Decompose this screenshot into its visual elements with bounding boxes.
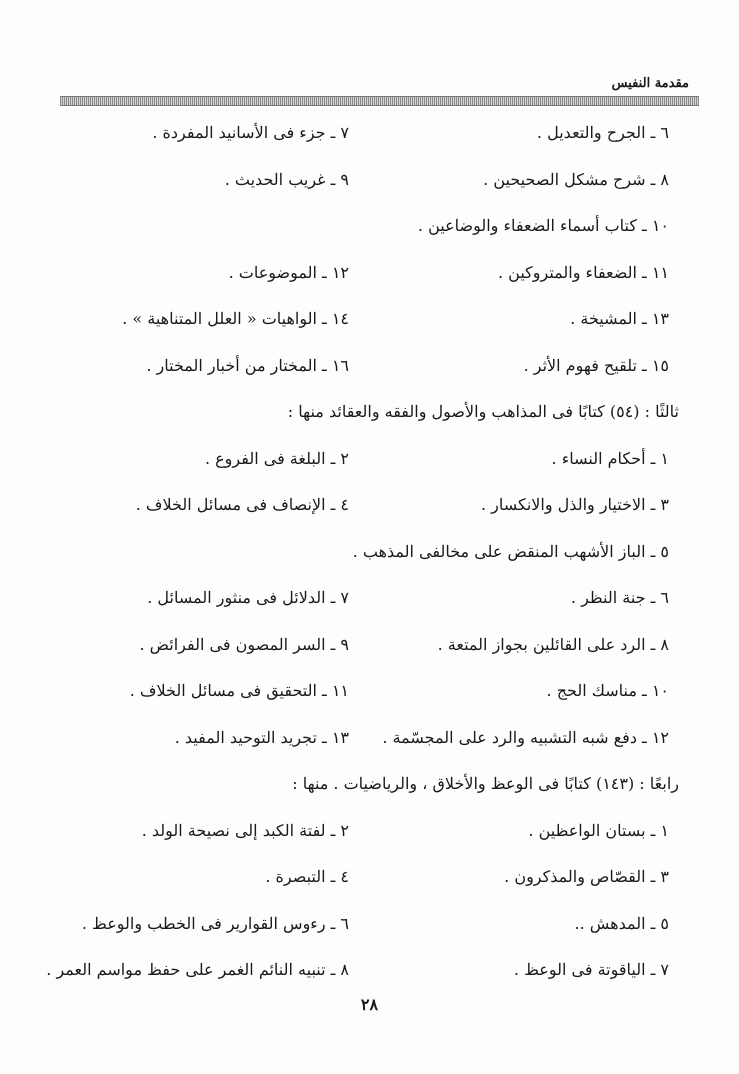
list-row bbox=[46, 947, 679, 994]
list-item: ٧ ـ جزء فى الأسانيد المفردة . bbox=[152, 123, 349, 142]
running-header: مقدمة النفيس bbox=[611, 76, 689, 91]
list-item: ٤ ـ التبصرة . bbox=[265, 867, 349, 886]
list-item: ٩ ـ غريب الحديث . bbox=[224, 169, 349, 189]
list-row bbox=[60, 296, 679, 343]
list-row bbox=[60, 668, 679, 715]
list-row bbox=[60, 110, 679, 157]
list-item: ١٠ ـ كتاب أسماء الضعفاء والوضاعين . bbox=[417, 216, 669, 235]
list-item: ٦ ـ الجرح والتعديل . bbox=[536, 123, 669, 142]
list-item: ١٣ ـ تجريد التوحيد المفيد . bbox=[174, 727, 349, 747]
list-item: ٧ ـ الياقوتة فى الوعظ . bbox=[513, 960, 669, 979]
list-row bbox=[60, 203, 679, 250]
list-item: ٤ ـ الإنصاف فى مسائل الخلاف . bbox=[135, 495, 349, 514]
list-item: ٦ ـ رءوس القوارير فى الخطب والوعظ . bbox=[81, 913, 349, 933]
list-item: ١ ـ أحكام النساء . bbox=[551, 448, 669, 468]
list-row bbox=[60, 436, 679, 483]
list-item: ٨ ـ تنبيه النائم الغمر على حفظ مواسم العمر . bbox=[46, 960, 349, 979]
header-rule bbox=[60, 96, 699, 106]
list-item: ٧ ـ الدلائل فى منثور المسائل . bbox=[147, 588, 349, 607]
section-heading-text: ثالثًا : (٥٤) كتابًا فى المذاهب والأصول والفقه والعقائد منها : bbox=[287, 402, 679, 421]
list-item: ١١ ـ الضعفاء والمتروكين . bbox=[497, 262, 669, 282]
section-heading bbox=[60, 761, 679, 808]
list-item: ٢ ـ لفتة الكبد إلى نصيحة الولد . bbox=[141, 820, 349, 840]
list-item: ١٢ ـ دفع شبه التشبيه والرد على المجسّمة . bbox=[382, 727, 669, 747]
book-list bbox=[46, 110, 679, 994]
list-item: ٨ ـ الرد على القائلين بجواز المتعة . bbox=[437, 634, 669, 654]
list-item: ٥ ـ المدهش .. bbox=[574, 913, 669, 933]
list-item: ١٠ ـ مناسك الحج . bbox=[546, 681, 669, 700]
section-heading bbox=[60, 389, 679, 436]
list-item: ٨ ـ شرح مشكل الصحيحين . bbox=[483, 169, 669, 189]
list-item: ٥ ـ الباز الأشهب المنقض على مخالفى المذهب . bbox=[352, 541, 669, 561]
list-row bbox=[60, 622, 679, 669]
list-row bbox=[60, 157, 679, 204]
list-row bbox=[60, 575, 679, 622]
list-row bbox=[60, 250, 679, 297]
list-item: ٢ ـ البلغة فى الفروع . bbox=[204, 448, 349, 468]
page-number: ٢٨ bbox=[360, 995, 379, 1014]
list-item: ١٥ ـ تلقيح فهوم الأثر . bbox=[523, 355, 669, 375]
list-row bbox=[60, 529, 679, 576]
list-item: ١١ ـ التحقيق فى مسائل الخلاف . bbox=[129, 681, 349, 700]
list-item: ٣ ـ الاختيار والذل والانكسار . bbox=[480, 495, 669, 514]
list-row bbox=[60, 854, 679, 901]
list-row bbox=[60, 482, 679, 529]
list-item: ٣ ـ القصّاص والمذكرون . bbox=[504, 867, 669, 886]
list-row bbox=[60, 901, 679, 948]
list-row bbox=[60, 343, 679, 390]
list-item: ١٤ ـ الواهيات « العلل المتناهية » . bbox=[122, 309, 349, 328]
list-item: ١٣ ـ المشيخة . bbox=[570, 309, 669, 328]
list-item: ٩ ـ السر المصون فى الفرائض . bbox=[139, 634, 349, 654]
list-item: ٦ ـ جنة النظر . bbox=[570, 588, 669, 607]
list-item: ١ ـ بستان الواعظين . bbox=[528, 820, 669, 840]
section-heading-text: رابعًا : (١٤٣) كتابًا فى الوعظ والأخلاق ، والرياضيات . منها : bbox=[292, 774, 679, 793]
list-row bbox=[60, 715, 679, 762]
list-item: ١٦ ـ المختار من أخبار المختار . bbox=[146, 355, 349, 375]
list-item: ١٢ ـ الموضوعات . bbox=[228, 262, 349, 282]
list-row bbox=[60, 808, 679, 855]
